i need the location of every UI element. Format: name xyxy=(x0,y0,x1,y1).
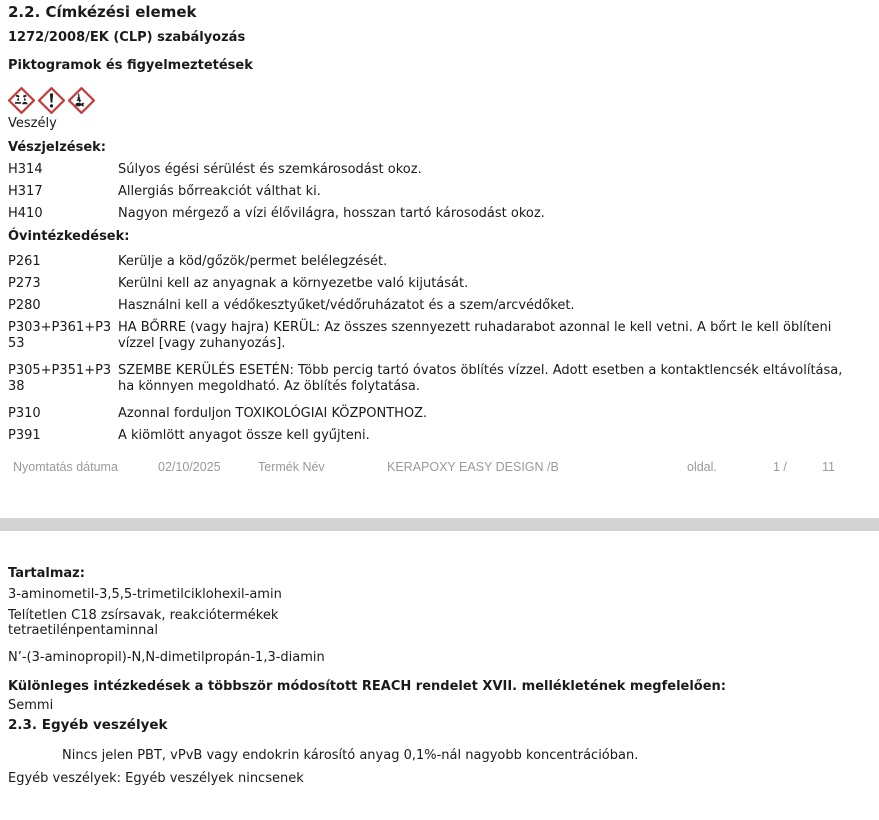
page-break-divider xyxy=(0,518,879,531)
section-2-2-title: 2.2. Címkézési elemek xyxy=(8,3,197,21)
precaution-statement-row xyxy=(8,363,869,395)
hazard-statement-row xyxy=(8,162,869,178)
page-number-label: oldal. xyxy=(687,460,717,474)
hazard-text: Súlyos égési sérülést és szemkárosodást okoz. xyxy=(118,162,422,177)
ghs07-exclamation-icon xyxy=(38,87,65,114)
print-date-value: 02/10/2025 xyxy=(158,460,221,474)
precaution-text: HA BŐRRE (vagy hajra) KERÜL: Az összes szennyezett ruhadarabot azonnal le kell vetni. A bőrt le kell öblíteni vízzel [vagy zuhanyozás]. xyxy=(118,320,832,351)
section-2-3-title: 2.3. Egyéb veszélyek xyxy=(8,717,168,733)
precaution-statement-row xyxy=(8,406,869,422)
product-name-value: KERAPOXY EASY DESIGN /B xyxy=(387,460,559,474)
precaution-statements-heading: Óvintézkedések: xyxy=(8,229,130,244)
precaution-text: Kerülni kell az anyagnak a környezetbe való kijutását. xyxy=(118,276,469,291)
page-total: 11 xyxy=(822,460,835,474)
precaution-text: Használni kell a védőkesztyűket/védőruházatot és a szem/arcvédőket. xyxy=(118,298,575,313)
ghs05-corrosion-icon xyxy=(8,87,35,114)
hazard-text: Allergiás bőrreakciót válthat ki. xyxy=(118,184,321,199)
precaution-statement-row xyxy=(8,276,869,292)
second-page-content xyxy=(8,566,868,786)
precaution-code: P261 xyxy=(8,254,41,269)
precaution-statement-row xyxy=(8,428,869,444)
precaution-statement-row xyxy=(8,254,869,270)
hazard-statements-heading: Vészjelzések: xyxy=(8,140,106,155)
precaution-code: P303+P361+P353 xyxy=(8,320,112,351)
precaution-code: P310 xyxy=(8,406,41,421)
reach-annex-heading: Különleges intézkedések a többször módosított REACH rendelet XVII. mellékletének megfelelően: xyxy=(8,679,727,694)
product-name-label: Termék Név xyxy=(258,460,325,474)
precaution-text: Kerülje a köd/gőzök/permet belélegzését. xyxy=(118,254,388,269)
hazard-code: H317 xyxy=(8,184,43,199)
precaution-statement-row xyxy=(8,298,869,314)
contains-substance: Telítetlen C18 zsírsavak, reakciótermékek tetraetilénpentaminnal xyxy=(8,608,279,638)
contains-substance: N’-(3-aminopropil)-N,N-dimetilpropán-1,3-diamin xyxy=(8,650,325,665)
page-footer xyxy=(0,458,879,478)
precaution-text: Azonnal forduljon TOXIKOLÓGIAI KÖZPONTHOZ. xyxy=(118,406,428,421)
precaution-text: A kiömlött anyagot össze kell gyűjteni. xyxy=(118,428,370,443)
precaution-code: P280 xyxy=(8,298,41,313)
other-hazards-statement: Egyéb veszélyek: Egyéb veszélyek nincsenek xyxy=(8,771,304,786)
page-current: 1 / xyxy=(773,460,787,474)
ghs09-environment-icon xyxy=(68,87,95,114)
contains-substance: 3-aminometil-3,5,5-trimetilciklohexil-amin xyxy=(8,587,282,602)
hazard-statement-row xyxy=(8,184,869,200)
print-date-label: Nyomtatás dátuma xyxy=(13,460,118,474)
hazard-code: H410 xyxy=(8,206,43,221)
precaution-code: P273 xyxy=(8,276,41,291)
hazard-text: Nagyon mérgező a vízi élővilágra, hosszan tartó károsodást okoz. xyxy=(118,206,545,221)
contains-heading: Tartalmaz: xyxy=(8,566,85,581)
precaution-code: P391 xyxy=(8,428,41,443)
signal-word: Veszély xyxy=(8,116,57,131)
pbt-statement: Nincs jelen PBT, vPvB vagy endokrin károsító anyag 0,1%-nál nagyobb koncentrációban. xyxy=(62,748,639,763)
hazard-statement-row xyxy=(8,206,869,222)
reach-annex-value: Semmi xyxy=(8,698,54,713)
ghs-pictogram-row xyxy=(8,87,869,114)
pictograms-heading: Piktogramok és figyelmeztetések xyxy=(8,58,253,73)
precaution-statement-row xyxy=(8,320,869,352)
precaution-code: P305+P351+P338 xyxy=(8,363,112,394)
hazard-code: H314 xyxy=(8,162,43,177)
clp-regulation-heading: 1272/2008/EK (CLP) szabályozás xyxy=(8,30,246,45)
precaution-text: SZEMBE KERÜLÉS ESETÉN: Több percig tartó óvatos öblítés vízzel. Adott esetben a kontaktlencsék eltávolítása, ha könnyen megoldható. Az öblítés folytatása. xyxy=(118,363,843,394)
